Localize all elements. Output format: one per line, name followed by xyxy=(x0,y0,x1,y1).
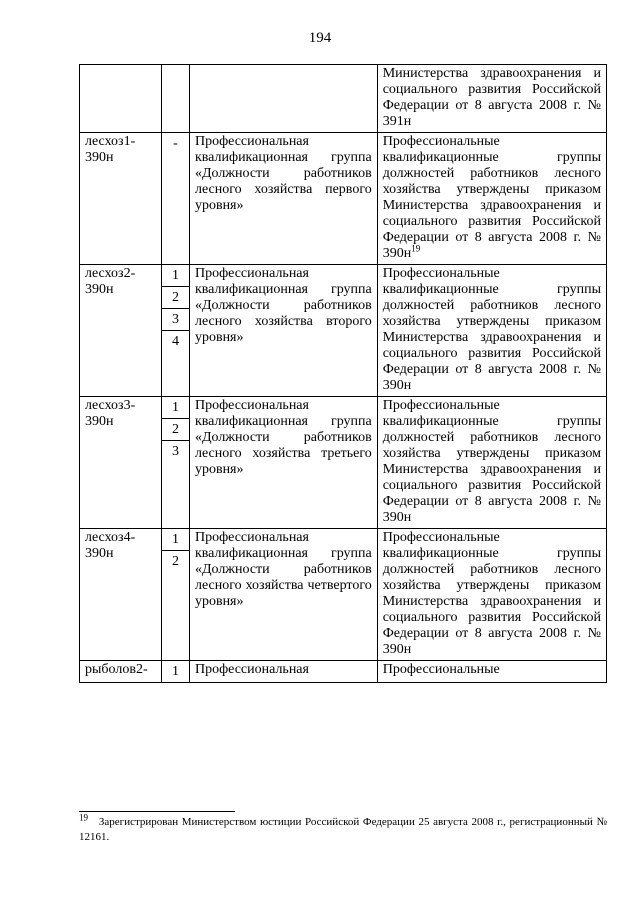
group-code: рыболов2- xyxy=(80,661,162,683)
group-name: Профессиональная квалификационная группа «Должности работников лесного хозяйства первого уровня» xyxy=(189,133,377,265)
qualification-level: 1 xyxy=(171,664,179,679)
qualification-level: 1 xyxy=(162,397,189,419)
qualification-levels xyxy=(161,265,189,397)
qualification-level: 2 xyxy=(162,419,189,441)
classification-table xyxy=(79,64,607,683)
table-row xyxy=(80,65,607,133)
footnote-marker: 19 xyxy=(79,812,88,823)
group-name: Профессиональная квалификационная группа «Должности работников лесного хозяйства третьего уровня» xyxy=(189,397,377,529)
legal-basis-text: Профессиональные квалификационные группы должностей работников лесного хозяйства утверждены приказом Министерства здравоохранения и социального развития Российской Федерации от 8 августа 2008 г. № 390н xyxy=(382,134,601,261)
legal-basis xyxy=(377,397,606,529)
footnote-separator xyxy=(79,811,235,812)
qualification-levels xyxy=(161,661,189,683)
group-name xyxy=(189,65,377,133)
page-number: 194 xyxy=(308,30,332,46)
table-row xyxy=(80,133,607,265)
legal-basis-text: Министерства здравоохранения и социального развития Российской Федерации от 8 августа 2008 г. № 391н xyxy=(382,66,601,129)
legal-basis xyxy=(377,265,606,397)
qualification-levels xyxy=(161,133,189,265)
legal-basis-text: Профессиональные xyxy=(382,662,500,677)
qualification-level xyxy=(162,65,189,86)
table-row xyxy=(80,661,607,683)
qualification-level: 2 xyxy=(162,287,189,309)
legal-basis xyxy=(377,661,606,683)
group-name: Профессиональная квалификационная группа «Должности работников лесного хозяйства второго уровня» xyxy=(189,265,377,397)
legal-basis xyxy=(377,133,606,265)
group-name: Профессиональная квалификационная группа «Должности работников лесного хозяйства четвертого уровня» xyxy=(189,529,377,661)
qualification-level: - xyxy=(173,136,178,151)
qualification-levels xyxy=(161,529,189,661)
footnote-reference: 19 xyxy=(411,243,421,254)
qualification-level: 2 xyxy=(171,554,179,569)
qualification-level: 3 xyxy=(162,309,189,331)
table-row xyxy=(80,529,607,661)
table-row xyxy=(80,397,607,529)
legal-basis-text: Профессиональные квалификационные группы должностей работников лесного хозяйства утверждены приказом Министерства здравоохранения и социального развития Российской Федерации от 8 августа 2008 г. № 390н xyxy=(382,266,601,393)
table-row xyxy=(80,265,607,397)
qualification-level: 1 xyxy=(162,265,189,287)
group-code: лесхоз3-390н xyxy=(80,397,162,529)
qualification-level: 4 xyxy=(171,334,179,349)
group-name: Профессиональная xyxy=(189,661,377,683)
legal-basis-text: Профессиональные квалификационные группы должностей работников лесного хозяйства утверждены приказом Министерства здравоохранения и социального развития Российской Федерации от 8 августа 2008 г. № 390н xyxy=(382,530,601,657)
qualification-level: 1 xyxy=(162,529,189,551)
legal-basis xyxy=(377,529,606,661)
qualification-levels xyxy=(161,397,189,529)
group-code: лесхоз4-390н xyxy=(80,529,162,661)
group-code xyxy=(80,65,162,133)
qualification-levels xyxy=(161,65,189,133)
group-code: лесхоз2-390н xyxy=(80,265,162,397)
legal-basis xyxy=(377,65,606,133)
footnote-text: Зарегистрирован Министерством юстиции Российской Федерации 25 августа 2008 г., регистрационный № 12161. xyxy=(79,816,607,843)
legal-basis-text: Профессиональные квалификационные группы должностей работников лесного хозяйства утверждены приказом Министерства здравоохранения и социального развития Российской Федерации от 8 августа 2008 г. № 390н xyxy=(382,398,601,525)
qualification-level: 3 xyxy=(171,444,179,459)
footnote xyxy=(79,812,607,845)
group-code: лесхоз1-390н xyxy=(80,133,162,265)
